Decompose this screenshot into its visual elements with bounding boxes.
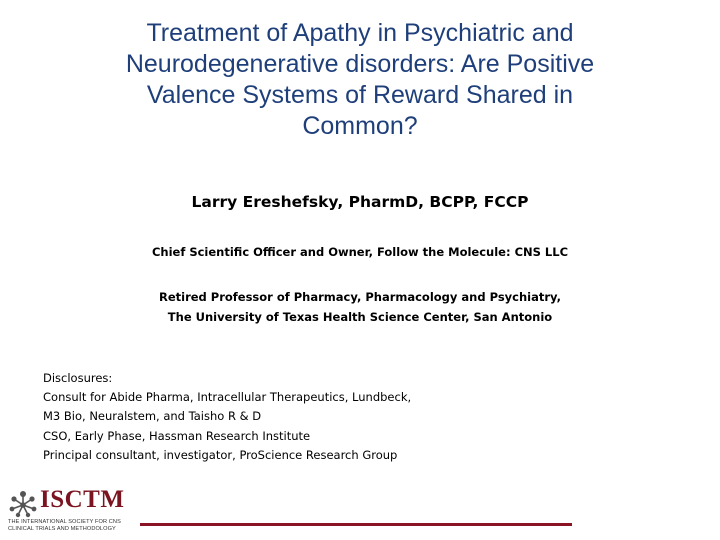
title-line: Treatment of Apathy in Psychiatric and — [146, 19, 574, 47]
logo-wordmark: ISCTM — [40, 486, 125, 513]
title-line: Common? — [302, 112, 418, 140]
title-line: Valence Systems of Reward Shared in — [146, 81, 574, 109]
disclosures-heading: Disclosures: — [43, 371, 113, 385]
isctm-logo — [8, 488, 163, 536]
affiliation-retired — [0, 287, 720, 327]
title-line: Neurodegenerative disorders: Are Positive — [125, 50, 595, 78]
affiliation-line: Chief Scientific Officer and Owner, Follow the Molecule: CNS LLC — [151, 245, 569, 259]
footer-rule — [140, 523, 572, 526]
affiliation-line: Retired Professor of Pharmacy, Pharmacology and Psychiatry, — [158, 290, 562, 304]
author-name: Larry Ereshefsky, PharmD, BCPP, FCCP — [191, 193, 529, 211]
logo-subtitle: CLINICAL TRIALS AND METHODOLOGY — [8, 526, 116, 532]
disclosure-line: Consult for Abide Pharma, Intracellular Therapeutics, Lundbeck, — [43, 390, 412, 405]
slide-title — [60, 18, 660, 142]
disclosure-line: Principal consultant, investigator, ProScience Research Group — [43, 447, 398, 462]
molecule-icon — [8, 490, 38, 518]
disclosure-line: CSO, Early Phase, Hassman Research Institute — [43, 428, 311, 443]
affiliation-current — [0, 242, 720, 262]
disclosure-line: M3 Bio, Neuralstem, and Taisho R & D — [43, 409, 262, 424]
disclosures-block — [43, 369, 411, 465]
affiliation-line: The University of Texas Health Science Center, San Antonio — [167, 310, 553, 324]
logo-subtitle: THE INTERNATIONAL SOCIETY FOR CNS — [8, 519, 121, 525]
